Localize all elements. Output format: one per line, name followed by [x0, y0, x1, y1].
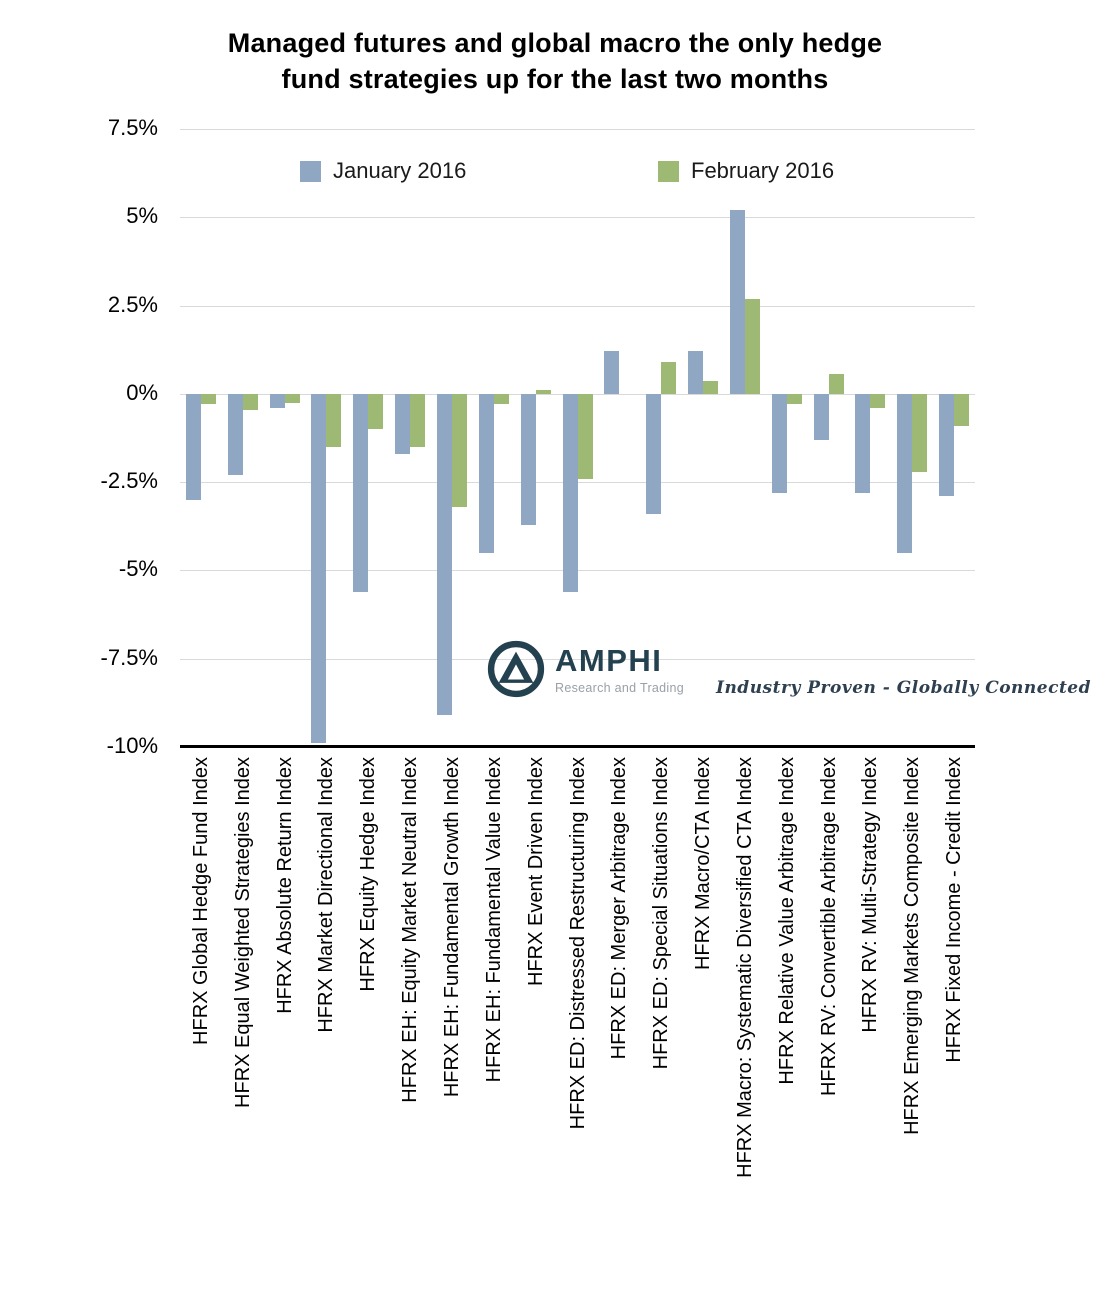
y-tick-label: -10% — [106, 733, 158, 758]
x-category-label: HFRX Fixed Income - Credit Index — [943, 757, 966, 1063]
chart-title-line1: Managed futures and global macro the only hedge — [227, 28, 883, 58]
x-axis-line — [180, 745, 975, 748]
x-category-label: HFRX Event Driven Index — [524, 757, 547, 986]
bar-january — [563, 394, 578, 592]
legend-swatch-february — [658, 161, 679, 182]
y-tick-label: -2.5% — [100, 468, 158, 494]
x-category-label: HFRX ED: Distressed Restructuring Index — [566, 757, 589, 1130]
y-tick-label: 5% — [126, 203, 158, 229]
bar-january — [939, 394, 954, 496]
bar-february — [494, 394, 509, 405]
bar-february — [410, 394, 425, 447]
bar-january — [270, 394, 285, 408]
amphi-logo-subtext: Research and Trading — [555, 680, 684, 695]
bar-february — [787, 394, 802, 405]
gridline — [180, 129, 975, 130]
bar-january — [353, 394, 368, 592]
bar-february — [745, 299, 760, 394]
y-tick-label: 2.5% — [107, 291, 158, 317]
amphi-brand-text — [555, 640, 684, 695]
legend-label-february: February 2016 — [691, 158, 835, 183]
bar-february — [285, 394, 300, 403]
x-category-label: HFRX EH: Equity Market Neutral Index — [399, 757, 422, 1103]
bar-january — [646, 394, 661, 514]
bar-january — [897, 394, 912, 553]
legend-item-february — [658, 158, 834, 184]
bar-february — [912, 394, 927, 472]
bar-february — [578, 394, 593, 479]
bar-february — [368, 394, 383, 429]
x-category-label: HFRX Relative Value Arbitrage Index — [775, 757, 798, 1085]
x-category-label: HFRX Macro/CTA Index — [692, 757, 715, 971]
bar-february — [452, 394, 467, 507]
y-tick-label: 7.5% — [107, 115, 158, 140]
y-tick-label: -7.5% — [100, 644, 158, 670]
amphi-logo-text: AMPHI — [555, 643, 663, 678]
legend-item-january — [300, 158, 466, 184]
bar-february — [703, 381, 718, 393]
bar-february — [243, 394, 258, 410]
chart-title — [0, 26, 1110, 97]
gridline — [180, 306, 975, 307]
bar-january — [814, 394, 829, 440]
bar-january — [479, 394, 494, 553]
y-tick-label: 0% — [126, 379, 158, 405]
bar-february — [954, 394, 969, 426]
bar-january — [437, 394, 452, 715]
y-tick-label: -5% — [118, 556, 158, 582]
x-category-label: HFRX ED: Special Situations Index — [650, 757, 673, 1070]
x-category-label: HFRX EH: Fundamental Value Index — [482, 757, 505, 1083]
x-category-label: HFRX Macro: Systematic Diversified CTA Index — [733, 757, 756, 1178]
x-category-label: HFRX RV: Multi-Strategy Index — [859, 757, 882, 1033]
bar-january — [311, 394, 326, 744]
x-category-label: HFRX Market Directional Index — [315, 757, 338, 1033]
x-category-label: HFRX Absolute Return Index — [273, 757, 296, 1014]
bar-january — [228, 394, 243, 475]
bar-january — [688, 351, 703, 393]
bar-february — [870, 394, 885, 408]
amphi-logo-block — [487, 640, 684, 703]
bar-january — [604, 351, 619, 393]
x-category-label: HFRX Equity Hedge Index — [357, 757, 380, 992]
bar-january — [772, 394, 787, 493]
bar-january — [855, 394, 870, 493]
bar-february — [661, 362, 676, 394]
amphi-logo-icon — [487, 640, 545, 703]
bar-february — [326, 394, 341, 447]
x-category-label: HFRX ED: Merger Arbitrage Index — [608, 757, 631, 1060]
bar-january — [395, 394, 410, 454]
chart-title-line2: fund strategies up for the last two months — [281, 63, 829, 94]
brand-tagline: Industry Proven - Globally Connected — [716, 678, 1091, 698]
bar-january — [186, 394, 201, 500]
bar-january — [730, 210, 745, 394]
bar-february — [201, 394, 216, 405]
bar-february — [829, 374, 844, 393]
bar-january — [521, 394, 536, 525]
x-category-label: HFRX Equal Weighted Strategies Index — [231, 757, 254, 1108]
gridline — [180, 217, 975, 218]
x-category-label: HFRX EH: Fundamental Growth Index — [440, 757, 463, 1098]
x-category-label: HFRX Global Hedge Fund Index — [189, 757, 212, 1045]
legend-label-january: January 2016 — [333, 158, 467, 183]
x-category-label: HFRX Emerging Markets Composite Index — [901, 757, 924, 1135]
bar-february — [536, 390, 551, 394]
legend-swatch-january — [300, 161, 321, 182]
x-category-label: HFRX RV: Convertible Arbitrage Index — [817, 757, 840, 1097]
